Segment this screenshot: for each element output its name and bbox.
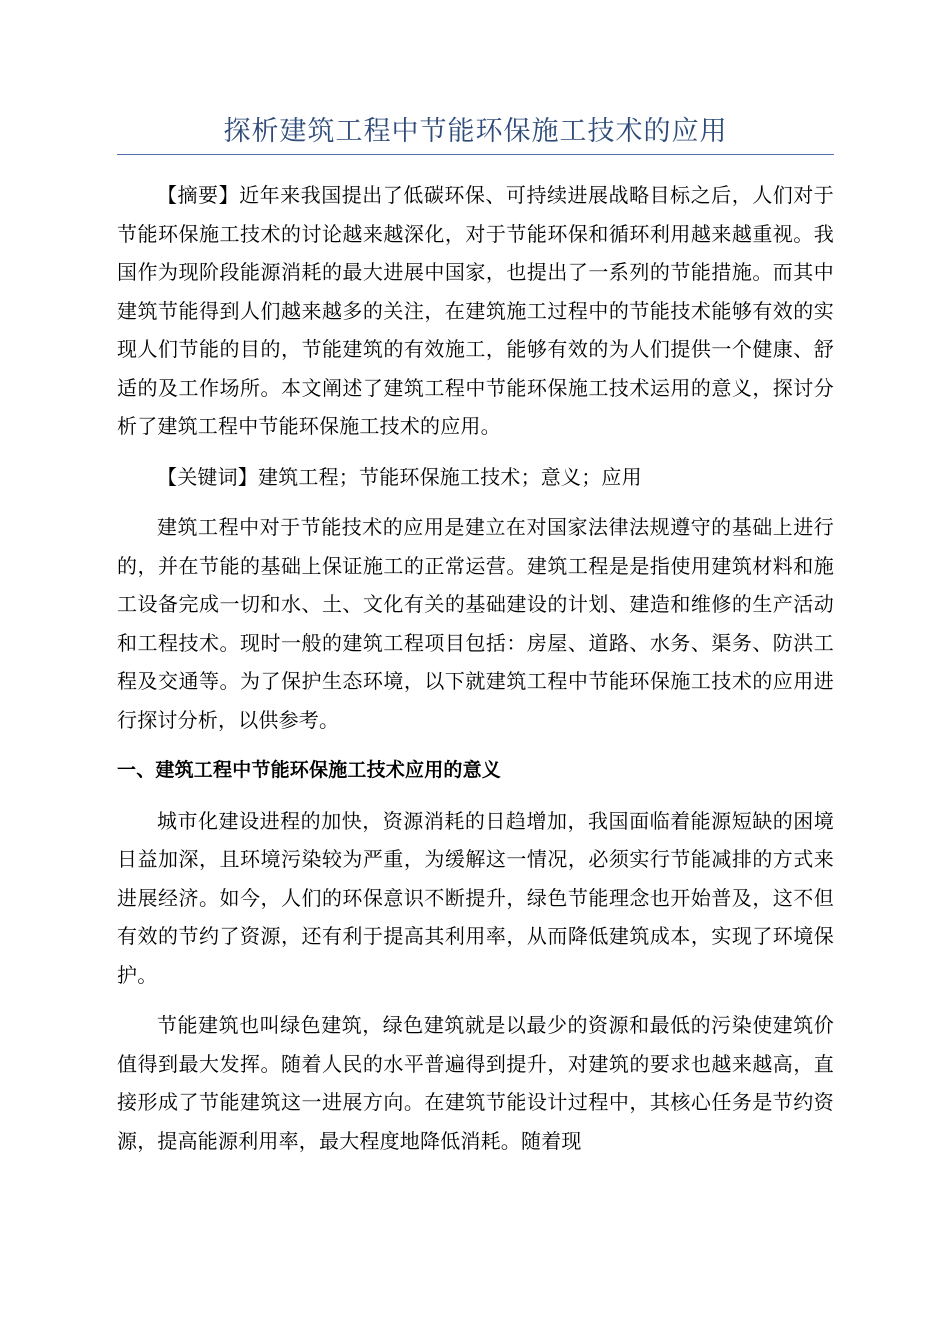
title-underline [117, 154, 834, 155]
section-paragraph-2: 节能建筑也叫绿色建筑，绿色建筑就是以最少的资源和最低的污染使建筑价值得到最大发挥。随着人民的水平普遍得到提升，对建筑的要求也越来越高，直接形成了节能建筑这一进展方向。在建筑节能设计过程中，其核心任务是节约资源，提高能源利用率，最大程度地降低消耗。随着现 [117, 1013, 834, 1153]
keywords-paragraph: 【关键词】建筑工程；节能环保施工技术；意义；应用 [157, 464, 642, 489]
section-paragraph-1: 城市化建设进程的加快，资源消耗的日趋增加，我国面临着能源短缺的困境日益加深，且环境污染较为严重，为缓解这一情况，必须实行节能减排的方式来进展经济。如今，人们的环保意识不断提升，绿色节能理念也开始普及，这不但有效的节约了资源，还有利于提高其利用率，从而降低建筑成本，实现了环境保护。 [117, 808, 834, 987]
intro-paragraph: 建筑工程中对于节能技术的应用是建立在对国家法律法规遵守的基础上进行的，并在节能的基础上保证施工的正常运营。建筑工程是是指使用建筑材料和施工设备完成一切和水、土、文化有关的基础建设的计划、建造和维修的生产活动和工程技术。现时一般的建筑工程项目包括：房屋、道路、水务、渠务、防洪工程及交通等。为了保护生态环境，以下就建筑工程中节能环保施工技术的应用进行探讨分析，以供参考。 [117, 515, 834, 732]
section-heading: 一、建筑工程中节能环保施工技术应用的意义 [117, 759, 502, 781]
abstract-paragraph: 【摘要】近年来我国提出了低碳环保、可持续进展战略目标之后，人们对于节能环保施工技术的讨论越来越深化，对于节能环保和循环利用越来越重视。我国作为现阶段能源消耗的最大进展中国家，也提出了一系列的节能措施。而其中建筑节能得到人们越来越多的关注，在建筑施工过程中的节能技术能够有效的实现人们节能的目的，节能建筑的有效施工，能够有效的为人们提供一个健康、舒适的及工作场所。本文阐述了建筑工程中节能环保施工技术运用的意义，探讨分析了建筑工程中节能环保施工技术的应用。 [117, 183, 834, 438]
document-title: 探析建筑工程中节能环保施工技术的应用 [223, 116, 728, 147]
document-body [117, 176, 834, 1172]
